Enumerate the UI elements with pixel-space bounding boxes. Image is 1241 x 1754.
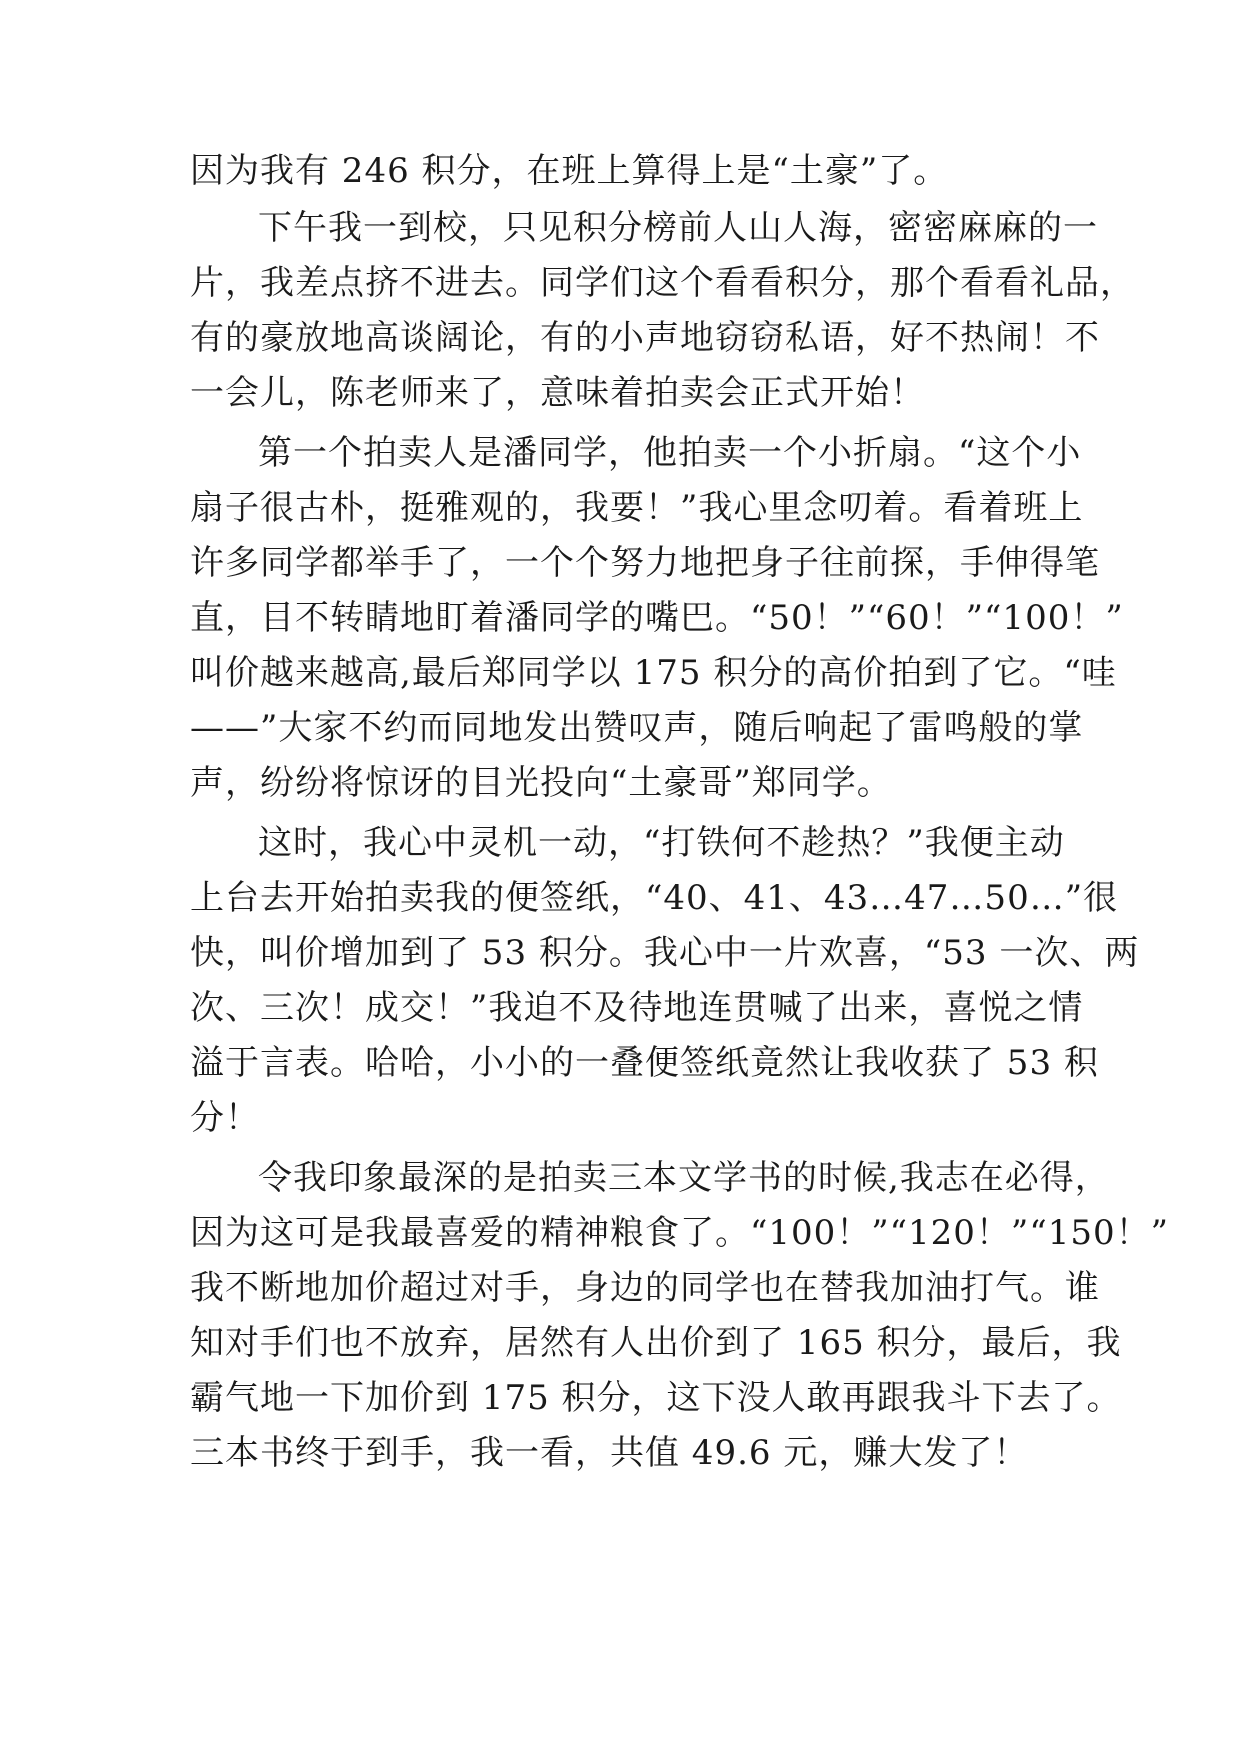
text-line-14: 上台去开始拍卖我的便签纸，“40、41、43…47…50…”很 [190,878,1119,918]
text-line-22: 知对手们也不放弃，居然有人出价到了 165 积分，最后，我 [190,1323,1122,1363]
text-line-13: 这时，我心中灵机一动，“打铁何不趁热？”我便主动 [258,823,1065,863]
text-line-3: 片，我差点挤不进去。同学们这个看看积分，那个看看礼品， [190,263,1135,303]
text-line-5: 一会儿，陈老师来了，意味着拍卖会正式开始！ [190,373,925,413]
text-line-19: 令我印象最深的是拍卖三本文学书的时候,我志在必得， [258,1158,1110,1198]
text-line-8: 许多同学都举手了，一个个努力地把身子往前探，手伸得笔 [190,543,1100,583]
text-line-17: 溢于言表。哈哈，小小的一叠便签纸竟然让我收获了 53 积 [190,1043,1099,1083]
text-line-2: 下午我一到校，只见积分榜前人山人海，密密麻麻的一 [258,208,1098,248]
text-line-23: 霸气地一下加价到 175 积分，这下没人敢再跟我斗下去了。 [190,1378,1122,1418]
text-line-7: 扇子很古朴，挺雅观的，我要！”我心里念叨着。看着班上 [190,488,1084,528]
text-line-12: 声，纷纷将惊讶的目光投向“土豪哥”郑同学。 [190,763,892,803]
text-line-9: 直，目不转睛地盯着潘同学的嘴巴。“50！”“60！”“100！” [190,598,1124,638]
text-line-10: 叫价越来越高,最后郑同学以 175 积分的高价拍到了它。“哇 [190,653,1117,693]
text-line-6: 第一个拍卖人是潘同学，他拍卖一个小折扇。“这个小 [258,433,1082,473]
text-line-1: 因为我有 246 积分，在班上算得上是“土豪”了。 [190,151,949,191]
text-line-24: 三本书终于到手，我一看，共值 49.6 元，赚大发了！ [190,1433,1029,1473]
text-line-21: 我不断地加价超过对手，身边的同学也在替我加油打气。谁 [190,1268,1100,1308]
text-line-18: 分！ [190,1098,260,1138]
text-line-15: 快，叫价增加到了 53 积分。我心中一片欢喜，“53 一次、两 [190,933,1140,973]
text-line-4: 有的豪放地高谈阔论，有的小声地窃窃私语，好不热闹！不 [190,318,1100,358]
text-line-11: ——”大家不约而同地发出赞叹声，随后响起了雷鸣般的掌 [190,708,1084,748]
text-line-16: 次、三次！成交！”我迫不及待地连贯喊了出来，喜悦之情 [190,988,1084,1028]
text-line-20: 因为这可是我最喜爱的精神粮食了。“100！”“120！”“150！” [190,1213,1169,1253]
